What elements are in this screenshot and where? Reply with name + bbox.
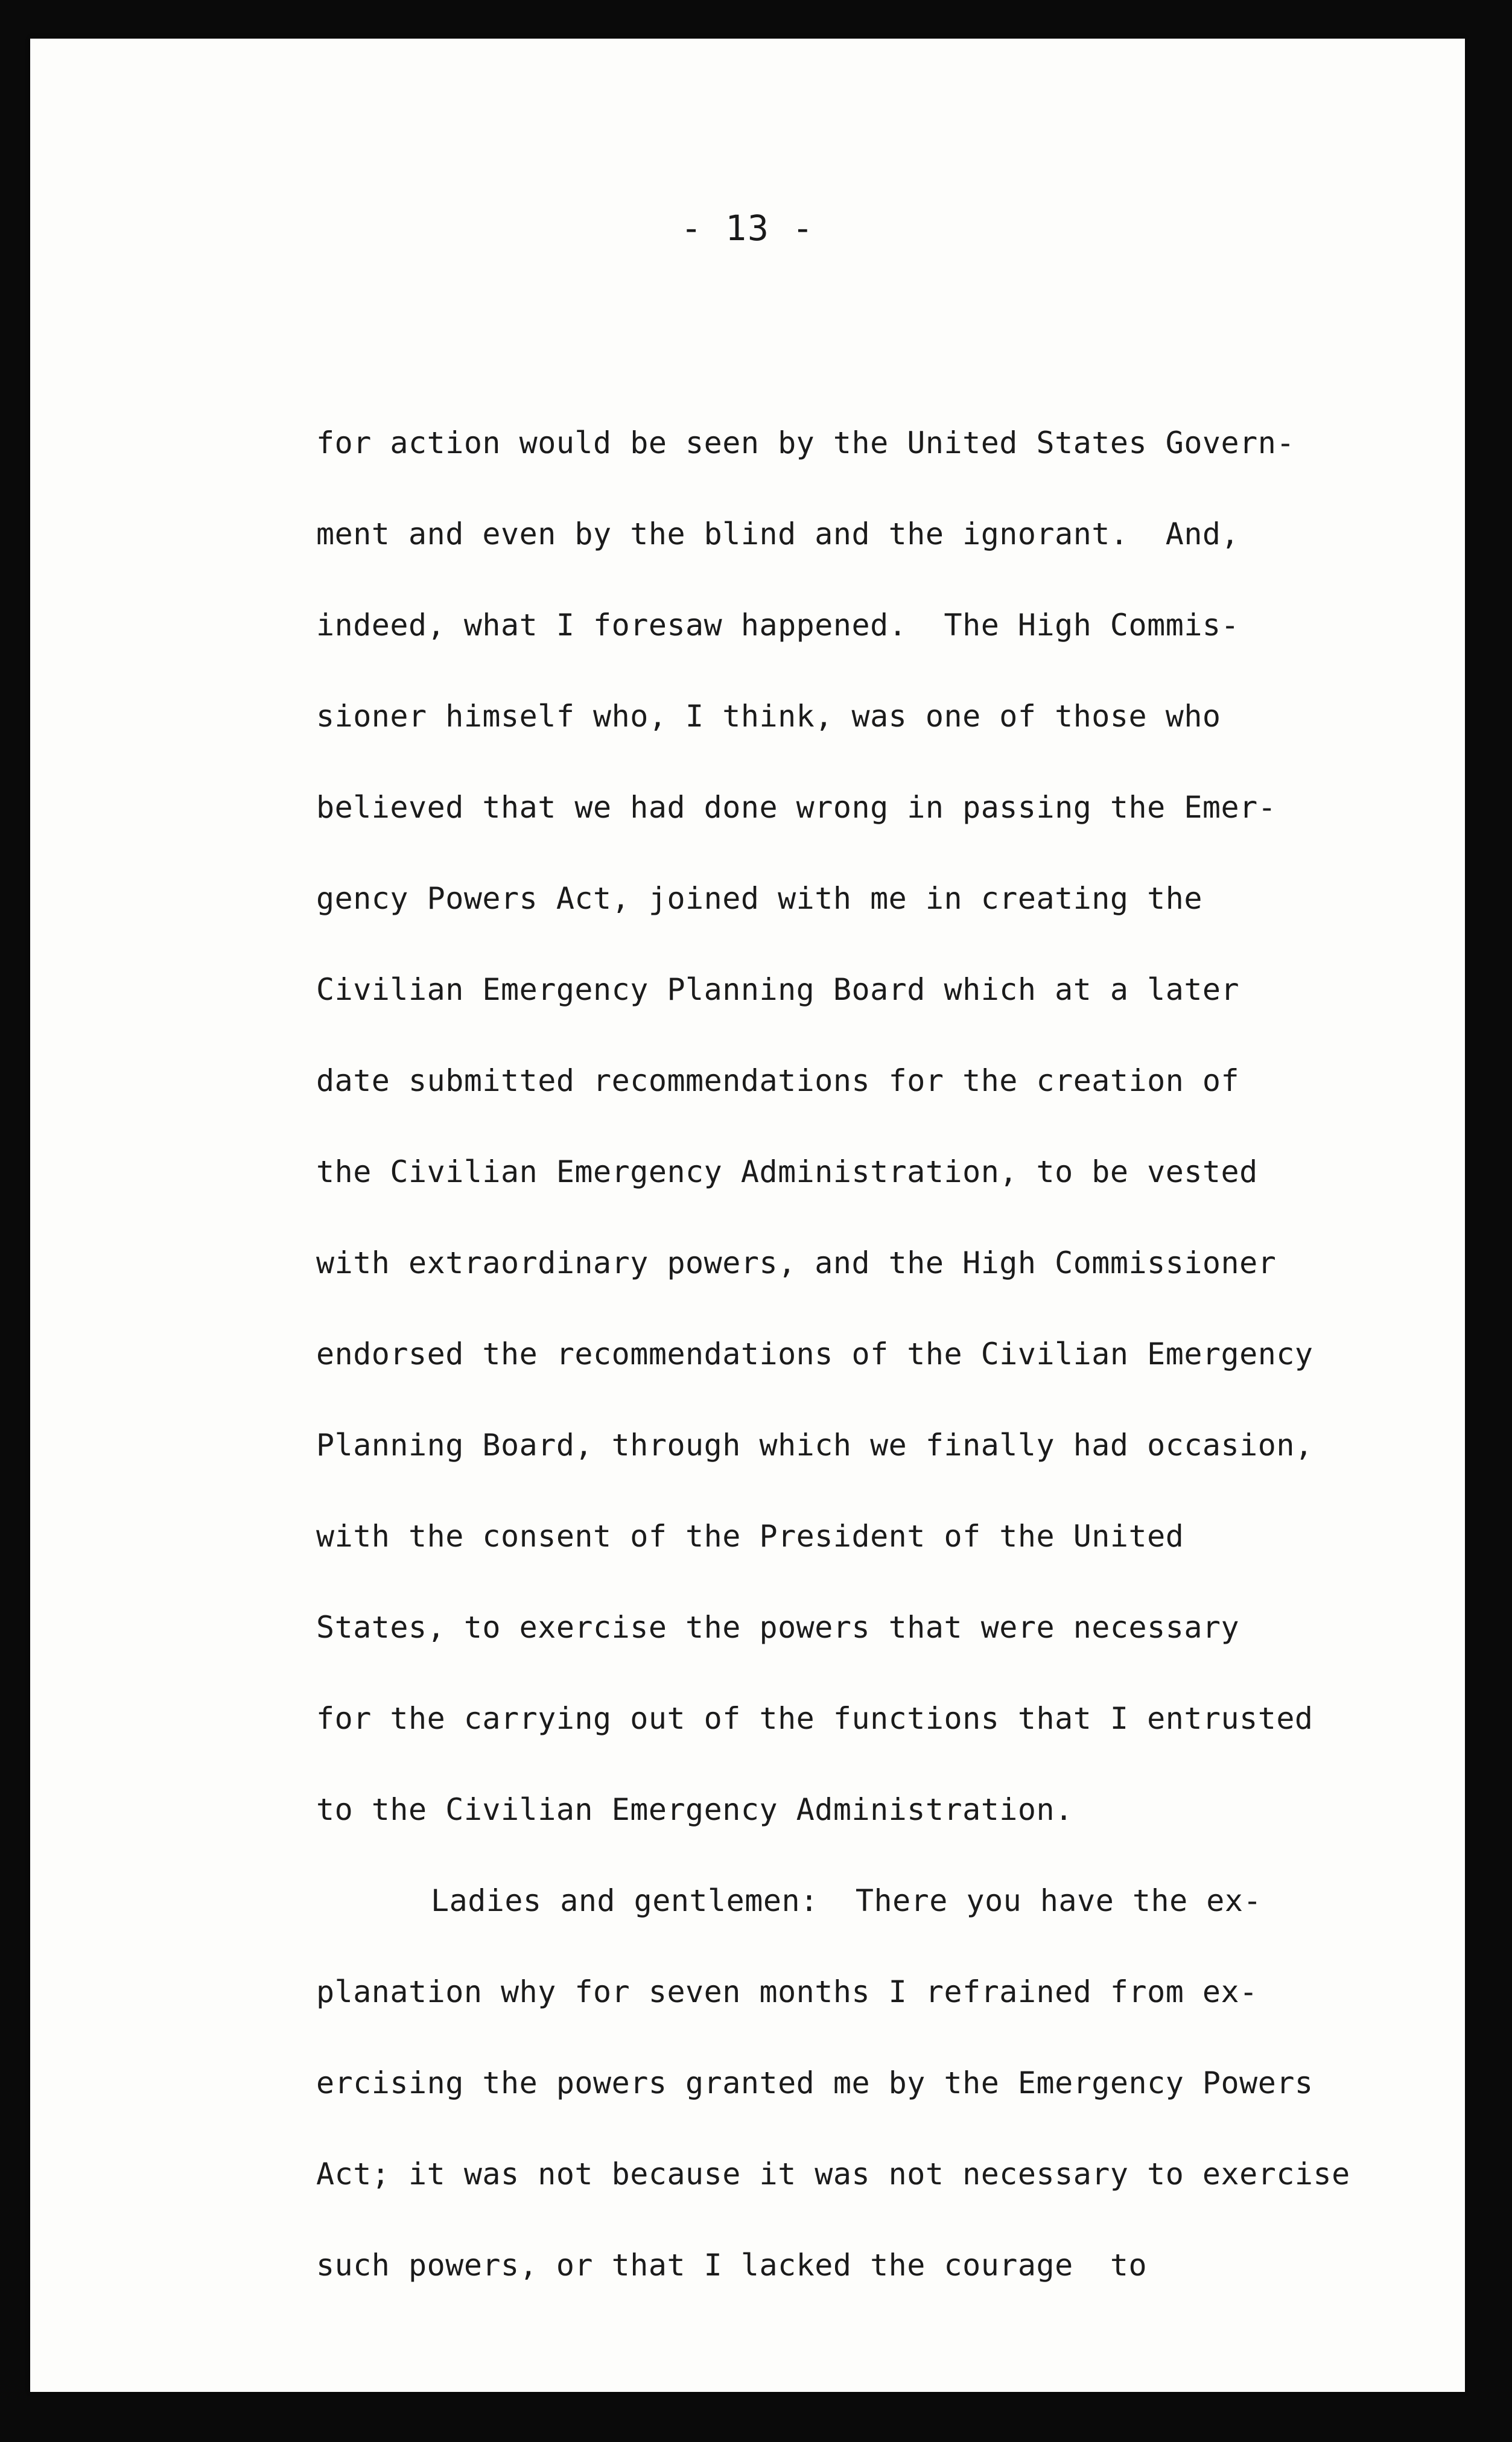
text-line: such powers, or that I lacked the courage to xyxy=(316,2248,1148,2283)
text-line: for action would be seen by the United States Govern- xyxy=(316,425,1295,460)
text-line: to the Civilian Emergency Administration. xyxy=(316,1792,1073,1827)
text-line: the Civilian Emergency Administration, to be vested xyxy=(316,1154,1258,1189)
text-line: States, to exercise the powers that were necessary xyxy=(316,1610,1240,1645)
body-text xyxy=(316,398,1450,2311)
text-line: planation why for seven months I refrained from ex- xyxy=(316,1974,1258,2009)
text-line: with the consent of the President of the United xyxy=(316,1519,1184,1554)
text-line: ercising the powers granted me by the Emergency Powers xyxy=(316,2065,1313,2100)
page-number: - 13 - xyxy=(681,208,815,249)
text-line: Planning Board, through which we finally had occasion, xyxy=(316,1428,1313,1463)
text-line: believed that we had done wrong in passing the Emer- xyxy=(316,790,1277,825)
text-line: for the carrying out of the functions that I entrusted xyxy=(316,1701,1313,1736)
text-line: with extraordinary powers, and the High Commissioner xyxy=(316,1245,1277,1280)
text-line: indeed, what I foresaw happened. The High Commis- xyxy=(316,608,1240,643)
text-line: date submitted recommendations for the creation of xyxy=(316,1063,1240,1098)
document-page xyxy=(30,39,1465,2392)
text-line: Civilian Emergency Planning Board which at a later xyxy=(316,972,1240,1007)
text-line: gency Powers Act, joined with me in creating the xyxy=(316,881,1202,916)
text-line: ment and even by the blind and the ignorant. And, xyxy=(316,517,1240,552)
paragraph-start-line: Ladies and gentlemen: There you have the ex- xyxy=(431,1883,1262,1918)
text-line: Act; it was not because it was not necessary to exercise xyxy=(316,2157,1350,2192)
text-line: endorsed the recommendations of the Civilian Emergency xyxy=(316,1337,1313,1372)
text-line: sioner himself who, I think, was one of those who xyxy=(316,699,1221,734)
